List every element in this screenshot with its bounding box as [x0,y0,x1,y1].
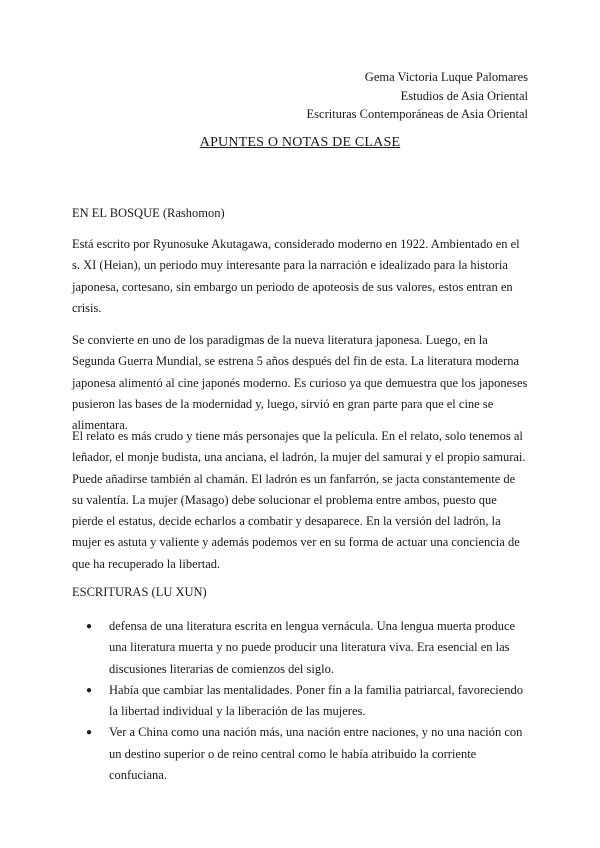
list-item-text: Había que cambiar las mentalidades. Poner fin a la familia patriarcal, favoreciendo la libertad individual y la liberación de las mujeres. [109,682,524,719]
paragraph-text: Está escrito por Ryunosuke Akutagawa, considerado moderno en 1922. Ambientado en el s. XI (Heian), un periodo muy interesante para la narración e idealizado para la historia japonesa, cortesano, sin embargo un periodo de apoteosis de sus valores, estos entran en crisis. [72,237,520,315]
paragraph-1 [72,234,528,319]
paragraph-text: El relato es más crudo y tiene más personajes que la película. En el relato, solo tenemos al leñador, el monje budista, una anciana, el ladrón, la mujer del samurai y el propio samurai. Puede añadirse también al chamán. El ladrón es un fanfarrón, se jacta constantemente de su valentía. La mujer (Masago) debe solucionar el problema entre ambos, puesto que pierde el estatus, decide echarlos a combatir y desaparece. En la versión del ladrón, la mujer es astuta y valiente y además podemos ver en su forma de actuar una conciencia de que ha recuperado la libertad. [72,429,526,571]
document-header [307,68,528,124]
list-item-text: defensa de una literatura escrita en lengua vernácula. Una lengua muerta produce una literatura muerta y no puede producir una literatura viva. Era esencial en las discusiones literarias de comienzos del siglo. [109,619,516,676]
section-heading-escrituras: ESCRITURAS (LU XUN) [72,585,207,599]
section-heading-en-el-bosque: EN EL BOSQUE (Rashomon) [72,206,225,220]
list-item [72,722,528,786]
course-name: Escrituras Contemporáneas de Asia Oriental [306,107,528,121]
page-title: APUNTES O NOTAS DE CLASE [199,135,401,150]
list-item [72,616,528,680]
bullet-list [72,616,528,786]
paragraph-2 [72,330,528,436]
list-item [72,680,528,723]
paragraph-text: Se convierte en uno de los paradigmas de la nueva literatura japonesa. Luego, en la Segunda Guerra Mundial, se estrena 5 años después del fin de esta. La literatura moderna japonesa alimentó al cine japonés moderno. Es curioso ya que demuestra que los japoneses pusieron las bases de la modernidad y, luego, sirvió en gran parte para que el cine se alimentara. [72,333,528,433]
department-name: Estudios de Asia Oriental [400,88,528,103]
paragraph-3 [72,426,528,575]
list-item-text: Ver a China como una nación más, una nación entre naciones, y no una nación con un destino superior o de reino central como le había atribuido la corriente confuciana. [109,725,523,783]
bullet-icon: ● [86,727,93,739]
author-name: Gema Victoria Luque Palomares [364,70,528,84]
bullet-icon: ● [86,684,93,696]
bullet-icon: ● [86,621,93,632]
